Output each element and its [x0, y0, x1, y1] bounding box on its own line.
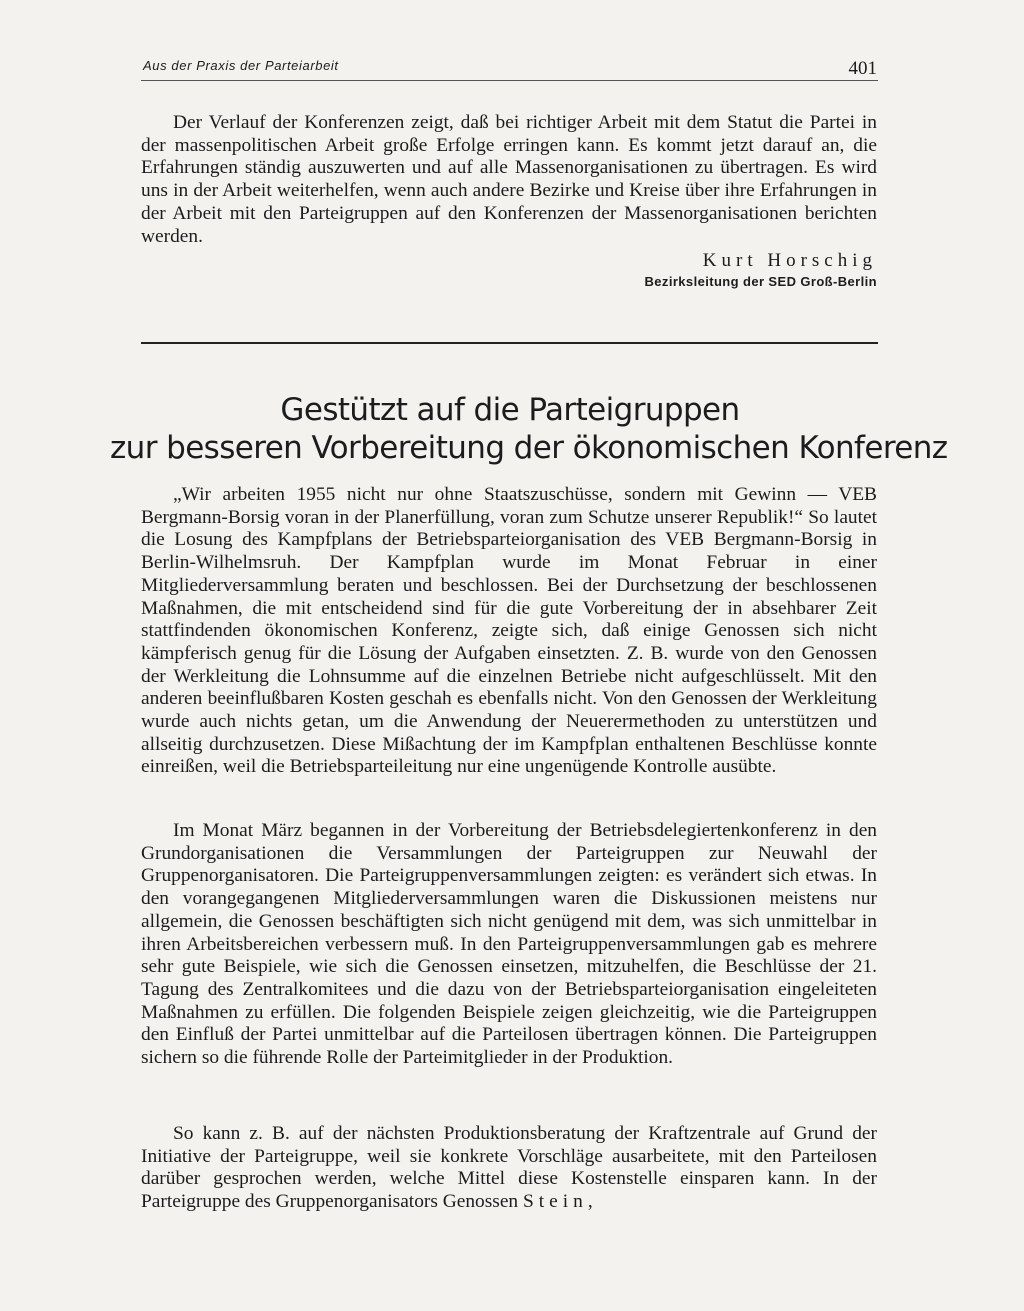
author-affiliation: Bezirksleitung der SED Groß-Berlin: [644, 274, 877, 289]
intro-paragraph: Der Verlauf der Konferenzen zeigt, daß bei richtiger Arbeit mit dem Statut die Partei in der massenpolitischen Arbeit große Erfolge erringen kann. Es kommt jetzt darauf an, die Erfahrungen ständig auszuwerten und auf alle Massenorganisationen zu übertragen. Es wird uns in der Arbeit weiterhelfen, wenn auch andere Bezirke und Kreise über ihre Erfahrungen in der Arbeit mit den Parteigruppen auf den Konferenzen der Massenorganisationen berichten werden.: [141, 112, 877, 247]
article-headline-line2: zur besseren Vorbereitung der ökonomischen Konferenz: [110, 430, 948, 466]
author-name: Kurt Horschig: [702, 250, 877, 271]
article-paragraph-2: Im Monat März begannen in der Vorbereitung der Betriebsdelegiertenkonferenz in den Grundorganisationen die Versammlungen der Parteigruppen zur Neuwahl der Gruppenorganisatoren. Die Parteigruppenversammlungen zeigten: es verändert sich etwas. In den vorangegangenen Mitgliederversammlungen waren die Diskussionen meistens nur allgemein, die Genossen beschäftigten sich nicht genügend mit dem, was sich unmittelbar in ihren Arbeitsbereichen verbessern muß. In den Parteigruppenversammlungen gab es mehrere sehr gute Beispiele, wie sich die Genossen einsetzen, mitzuhelfen, die Beschlüsse der 21. Tagung des Zentralkomitees und die dazu von der Betriebsparteiorganisation eingeleiteten Maßnahmen zu erfüllen. Die folgenden Beispiele zeigen gleichzeitig, wie die Parteigruppen den Einfluß der Partei unmittelbar auf die Parteilosen übertragen können. Die Parteigruppen sichern so die führende Rolle der Parteimitglieder in der Produktion.: [141, 820, 877, 1069]
article-headline-line1: Gestützt auf die Parteigruppen: [280, 392, 740, 428]
page-number: 401: [848, 58, 877, 79]
article-paragraph-3: [141, 1123, 877, 1214]
header-rule: [141, 80, 878, 81]
running-head: Aus der Praxis der Parteiarbeit: [143, 58, 339, 73]
article-paragraph-3-name: Stein,: [523, 1191, 598, 1213]
section-divider: [141, 342, 878, 344]
article-paragraph-3-text: So kann z. B. auf der nächsten Produktionsberatung der Kraftzentrale auf Grund der Initiative der Parteigruppe, weil sie konkrete Vorschläge ausarbeitete, mit den Parteilosen darüber gesprochen werden, welche Mittel diese Kostenstelle einsparen kann. In der Parteigruppe des Gruppenorganisators Genossen: [141, 1123, 877, 1213]
article-paragraph-1: „Wir arbeiten 1955 nicht nur ohne Staatszuschüsse, sondern mit Gewinn — VEB Bergmann-Borsig voran in der Planerfüllung, voran zum Schutze unserer Republik!“ So lautet die Losung des Kampfplans der Betriebsparteiorganisation des VEB Bergmann-Borsig in Berlin-Wilhelmsruh. Der Kampfplan wurde im Monat Februar in einer Mitgliederversammlung beraten und beschlossen. Bei der Durchsetzung der beschlossenen Maßnahmen, die mit entscheidend sind für die gute Vorbereitung der in absehbarer Zeit stattfindenden ökonomischen Konferenz, zeigte sich, daß einige Genossen sich nicht kämpferisch genug für die Lösung der Aufgaben einsetzten. Z. B. wurde von den Genossen der Werkleitung die Lohnsumme auf die einzelnen Betriebe nicht aufgeschlüsselt. Mit den anderen beeinflußbaren Kosten geschah es ebenfalls nicht. Von den Genossen der Werkleitung wurde auch nichts getan, um die Anwendung der Neuerermethoden zu unterstützen und allseitig durchzusetzen. Diese Mißachtung der im Kampfplan enthaltenen Beschlüsse konnte einreißen, weil die Betriebsparteileitung nur eine ungenügende Kontrolle ausübte.: [141, 484, 877, 778]
